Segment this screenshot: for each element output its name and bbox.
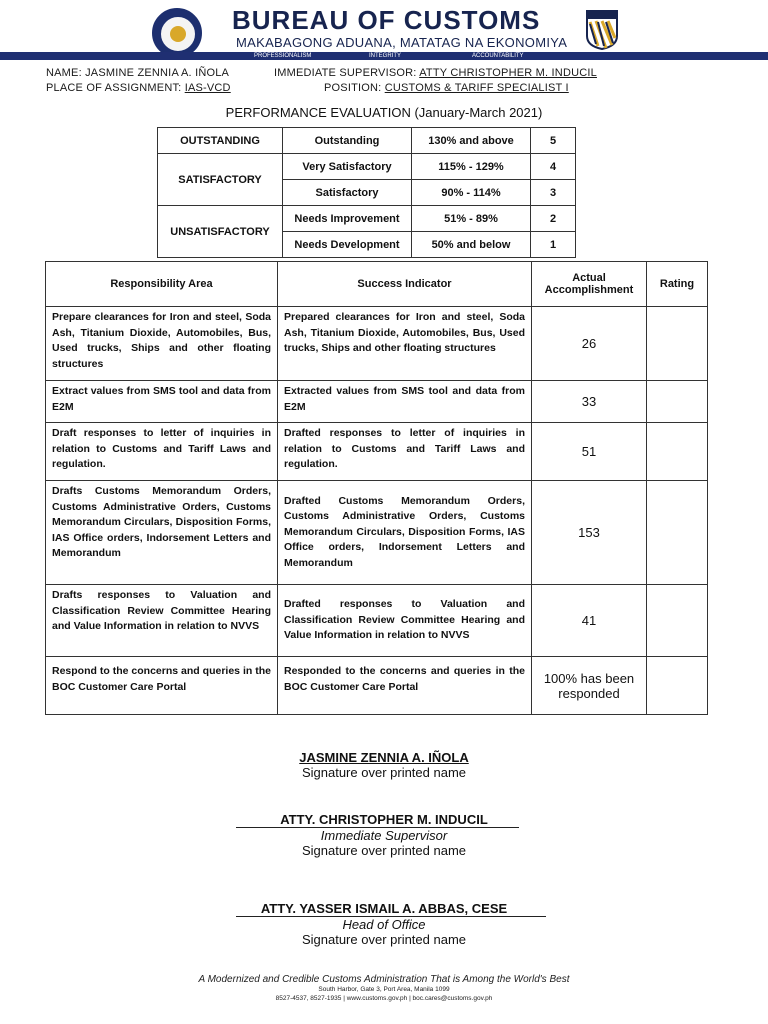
- scale-group: UNSATISFACTORY: [158, 206, 283, 258]
- rating-scale-table: [157, 127, 576, 258]
- head-role: Head of Office: [342, 917, 426, 932]
- responsibility-area: Extract values from SMS tool and data from E2M: [46, 381, 278, 423]
- head-signature-caption: Signature over printed name: [301, 932, 467, 947]
- actual-accomplishment: 41: [532, 585, 647, 657]
- scale-label: Outstanding: [283, 128, 412, 154]
- table-row: [46, 307, 708, 381]
- actual-accomplishment: 33: [532, 381, 647, 423]
- values-banner: [0, 52, 768, 60]
- header-actual-accomplishment: Actual Accomplishment: [532, 262, 647, 307]
- success-indicator: Prepared clearances for Iron and steel, Soda Ash, Titanium Dioxide, Automobiles, Bus, Used trucks, Ships and other floating structures: [278, 307, 532, 381]
- table-header-row: [46, 262, 708, 307]
- scale-group: SATISFACTORY: [158, 154, 283, 206]
- actual-accomplishment: 100% has been responded: [532, 657, 647, 715]
- supervisor-line: [274, 67, 597, 79]
- position-value: CUSTOMS & TARIFF SPECIALIST I: [384, 82, 569, 94]
- assignment-line: [46, 82, 231, 94]
- table-row: [46, 381, 708, 423]
- scale-score: 5: [531, 128, 576, 154]
- boc-seal-logo: [152, 8, 202, 58]
- footer-contact: 8527-4537, 8527-1935 | www.customs.gov.ph | boc.cares@customs.gov.ph: [275, 995, 493, 1002]
- employee-name: JASMINE ZENNIA A. IÑOLA: [85, 67, 230, 79]
- employee-signature-caption: Signature over printed name: [301, 765, 467, 780]
- supervisor-signature-text: [0, 828, 768, 858]
- employee-printed-name: JASMINE ZENNIA A. IÑOLA: [299, 750, 469, 765]
- rating-cell: [647, 307, 708, 381]
- scale-row: [158, 206, 576, 232]
- name-label: NAME:: [46, 67, 82, 79]
- footer-tagline: A Modernized and Credible Customs Administration That is Among the World's Best: [198, 974, 570, 985]
- scale-score: 1: [531, 232, 576, 258]
- scale-label: Needs Improvement: [283, 206, 412, 232]
- position-line: [324, 82, 569, 94]
- rating-cell: [647, 381, 708, 423]
- scale-range: 90% - 114%: [412, 180, 531, 206]
- supervisor-name: ATTY CHRISTOPHER M. INDUCIL: [419, 67, 597, 79]
- table-row: [46, 585, 708, 657]
- assignment-label: PLACE OF ASSIGNMENT:: [46, 82, 182, 94]
- scale-label: Needs Development: [283, 232, 412, 258]
- supervisor-printed-name: ATTY. CHRISTOPHER M. INDUCIL: [280, 812, 488, 827]
- scale-score: 4: [531, 154, 576, 180]
- performance-table: [45, 261, 708, 715]
- head-printed-name: ATTY. YASSER ISMAIL A. ABBAS, CESE: [260, 901, 508, 916]
- success-indicator: Extracted values from SMS tool and data from E2M: [278, 381, 532, 423]
- value-accountability: ACCOUNTABILITY: [472, 53, 524, 59]
- rating-cell: [647, 423, 708, 481]
- supervisor-label: IMMEDIATE SUPERVISOR:: [274, 67, 417, 79]
- evaluation-title: PERFORMANCE EVALUATION (January-March 2021): [225, 105, 543, 120]
- scale-range: 51% - 89%: [412, 206, 531, 232]
- scale-score: 2: [531, 206, 576, 232]
- rating-cell: [647, 657, 708, 715]
- success-indicator: Drafted responses to Valuation and Classification Review Committee Hearing and Value Information in relation to NVVS: [278, 585, 532, 657]
- position-label: POSITION:: [324, 82, 382, 94]
- scale-range: 115% - 129%: [412, 154, 531, 180]
- rating-cell: [647, 481, 708, 585]
- agency-title: BUREAU OF CUSTOMS: [232, 5, 541, 35]
- scale-row: [158, 128, 576, 154]
- agency-subtitle: MAKABAGONG ADUANA, MATATAG NA EKONOMIYA: [236, 35, 568, 50]
- success-indicator: Drafted responses to letter of inquiries in relation to Customs and Tariff Laws and regulation.: [278, 423, 532, 481]
- actual-accomplishment: 153: [532, 481, 647, 585]
- supervisor-role: Immediate Supervisor: [320, 828, 448, 843]
- scale-label: Satisfactory: [283, 180, 412, 206]
- header-rating: Rating: [647, 262, 708, 307]
- success-indicator: Responded to the concerns and queries in the BOC Customer Care Portal: [278, 657, 532, 715]
- table-row: [46, 657, 708, 715]
- scale-row: [158, 154, 576, 180]
- responsibility-area: Drafts responses to Valuation and Classification Review Committee Hearing and Value Information in relation to NVVS: [46, 585, 278, 657]
- responsibility-area: Drafts Customs Memorandum Orders, Customs Administrative Orders, Customs Memorandum Circulars, Disposition Forms, IAS Office orders, Indorsement Letters and Memorandum: [46, 481, 278, 585]
- scale-score: 3: [531, 180, 576, 206]
- supervisor-signature-caption: Signature over printed name: [301, 843, 467, 858]
- actual-accomplishment: 51: [532, 423, 647, 481]
- head-signature: [0, 901, 768, 916]
- scale-range: 130% and above: [412, 128, 531, 154]
- employee-name-line: [46, 67, 229, 79]
- actual-accomplishment: 26: [532, 307, 647, 381]
- scale-label: Very Satisfactory: [283, 154, 412, 180]
- responsibility-area: Draft responses to letter of inquiries in relation to Customs and Tariff Laws and regulation.: [46, 423, 278, 481]
- footer-address: South Harbor, Gate 3, Port Area, Manila 1099: [318, 986, 450, 993]
- value-integrity: INTEGRITY: [369, 53, 402, 59]
- employee-signature: [0, 750, 768, 780]
- table-row: [46, 481, 708, 585]
- value-professionalism: PROFESSIONALISM: [254, 53, 312, 59]
- supervisor-signature: [0, 812, 768, 827]
- header-success-indicator: Success Indicator: [278, 262, 532, 307]
- scale-group: OUTSTANDING: [158, 128, 283, 154]
- assignment-value: IAS-VCD: [184, 82, 231, 94]
- responsibility-area: Prepare clearances for Iron and steel, Soda Ash, Titanium Dioxide, Automobiles, Bus, Used trucks, Ships and other floating structures: [46, 307, 278, 381]
- success-indicator: Drafted Customs Memorandum Orders, Customs Administrative Orders, Customs Memorandum Circulars, Disposition Forms, IAS Office orders, Indorsement Letters and Memorandum: [278, 481, 532, 585]
- responsibility-area: Respond to the concerns and queries in the BOC Customer Care Portal: [46, 657, 278, 715]
- table-row: [46, 423, 708, 481]
- header-responsibility-area: Responsibility Area: [46, 262, 278, 307]
- scale-range: 50% and below: [412, 232, 531, 258]
- head-signature-text: [0, 917, 768, 947]
- boc-shield-logo: [586, 10, 618, 50]
- rating-cell: [647, 585, 708, 657]
